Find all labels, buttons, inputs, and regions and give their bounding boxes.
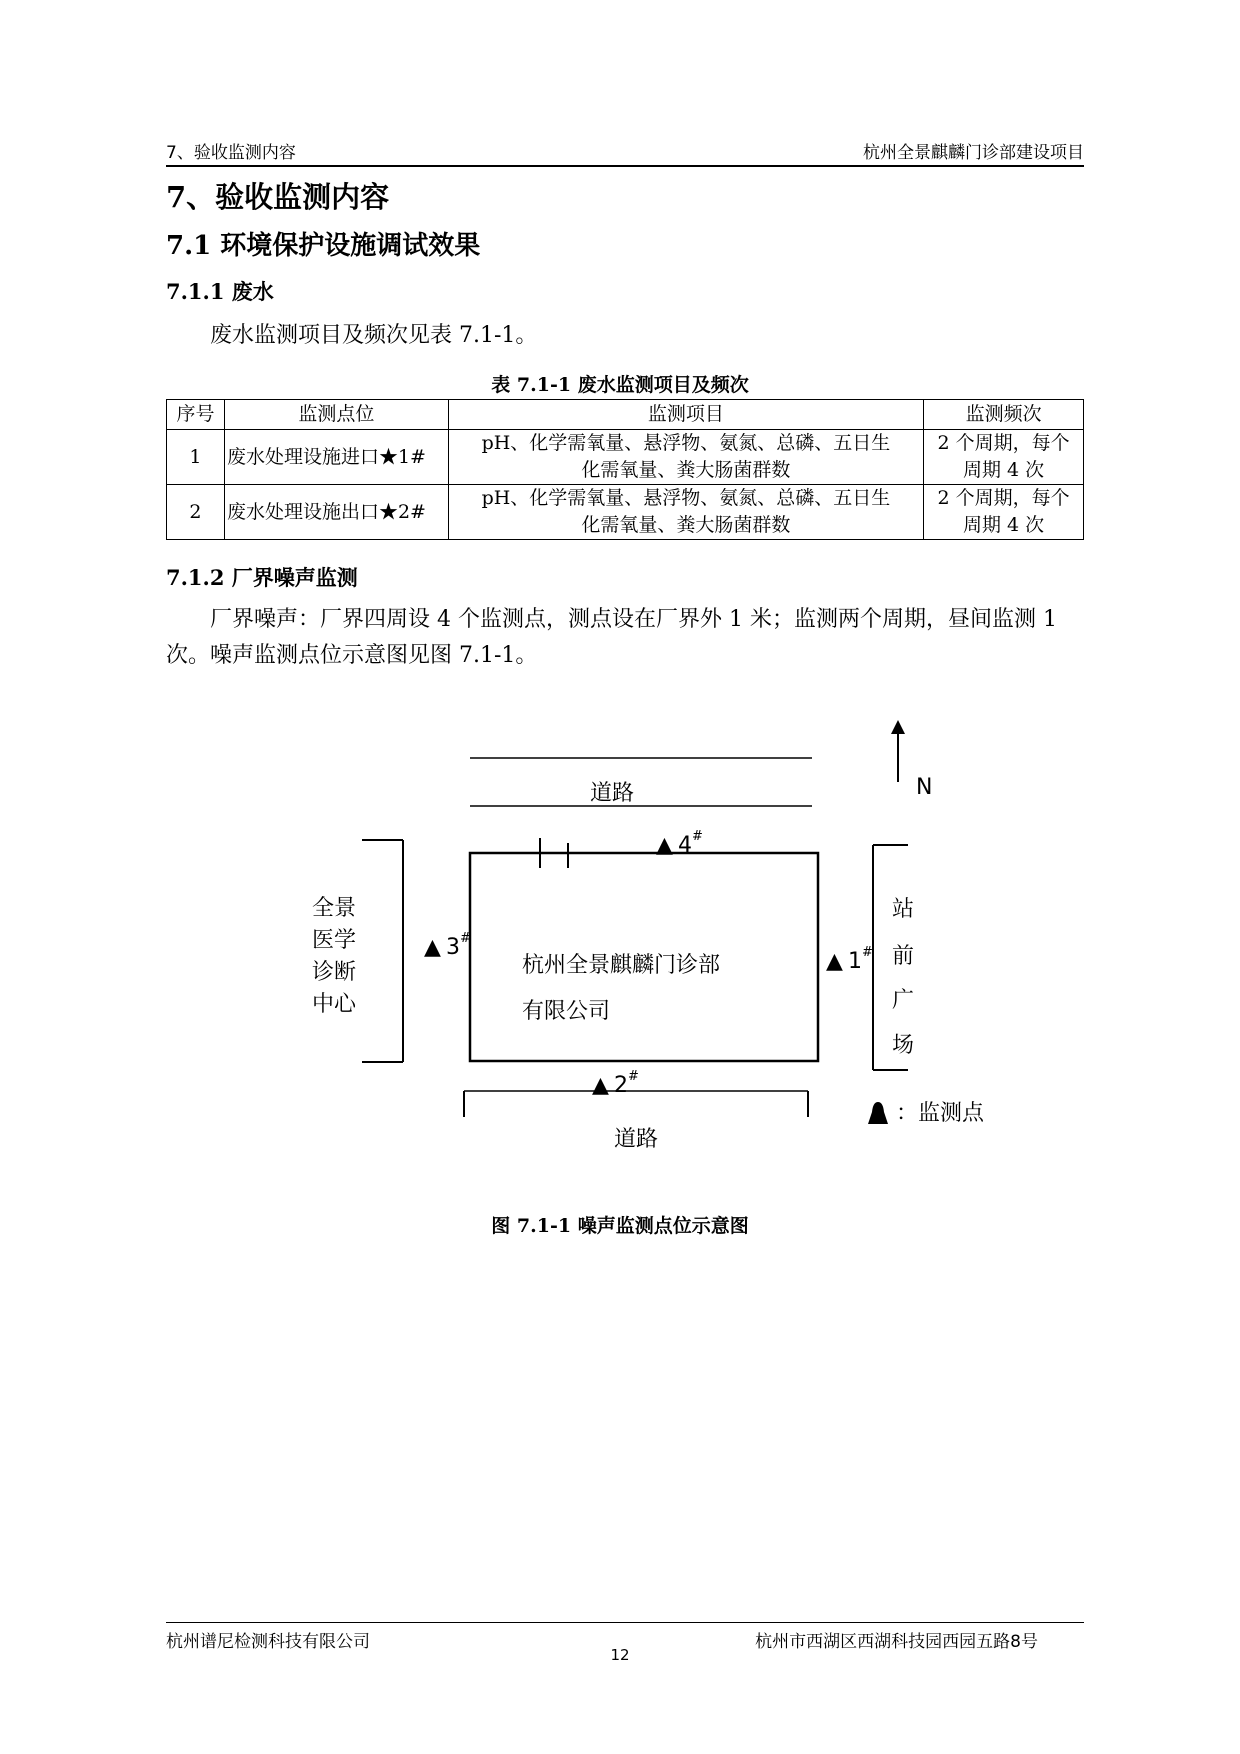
road-top-label: 道路 bbox=[590, 781, 635, 806]
table-header-cell: 监测项目 bbox=[448, 400, 923, 430]
header-rule bbox=[166, 165, 1084, 167]
items-line: pH、化学需氧量、悬浮物、氨氮、总磷、五日生 bbox=[481, 487, 891, 509]
point-3-sup: # bbox=[460, 931, 471, 946]
west-label-line: 医学 bbox=[312, 928, 357, 953]
east-label-line: 站 bbox=[892, 897, 915, 922]
noise-monitoring-map bbox=[0, 700, 1240, 1180]
point-4-mark: ▲ bbox=[656, 833, 673, 858]
table-header-row bbox=[167, 400, 1084, 430]
road-bottom-label: 道路 bbox=[614, 1127, 659, 1152]
monitoring-items bbox=[448, 430, 923, 485]
figure-caption: 图 7.1-1 噪声监测点位示意图 bbox=[491, 1215, 749, 1237]
items-line: 化需氧量、粪大肠菌群数 bbox=[581, 514, 791, 536]
section-title: 7、验收监测内容 bbox=[166, 180, 390, 214]
point-2-sup: # bbox=[628, 1069, 639, 1084]
row-number: 1 bbox=[167, 430, 225, 485]
point-4-number: 4 bbox=[678, 833, 692, 858]
monitoring-point-2 bbox=[592, 1069, 639, 1098]
monitoring-items bbox=[448, 485, 923, 540]
row-number: 2 bbox=[167, 485, 225, 540]
freq-line: 周期 4 次 bbox=[962, 514, 1045, 536]
east-label-line: 场 bbox=[892, 1033, 915, 1058]
point-2-mark: ▲ bbox=[592, 1073, 609, 1098]
subsection-title: 7.1 环境保护设施调试效果 bbox=[166, 231, 481, 261]
wastewater-intro: 废水监测项目及频次见表 7.1-1。 bbox=[210, 323, 538, 348]
west-bracket bbox=[362, 840, 403, 1062]
west-label-line: 中心 bbox=[312, 992, 357, 1017]
east-label-line: 前 bbox=[892, 944, 915, 969]
monitoring-point-3 bbox=[424, 931, 471, 960]
table-caption: 表 7.1-1 废水监测项目及频次 bbox=[491, 374, 749, 396]
point-1-number: 1 bbox=[848, 949, 862, 974]
page-number: 12 bbox=[610, 1646, 630, 1664]
table-header-cell: 序号 bbox=[167, 400, 225, 430]
table-header-cell: 监测点位 bbox=[224, 400, 448, 430]
table-row bbox=[167, 485, 1084, 540]
company-label-line: 有限公司 bbox=[522, 999, 611, 1024]
monitoring-frequency bbox=[924, 485, 1084, 540]
items-line: pH、化学需氧量、悬浮物、氨氮、总磷、五日生 bbox=[481, 432, 891, 454]
point-4-sup: # bbox=[692, 829, 703, 844]
north-label: N bbox=[916, 775, 933, 800]
freq-line: 2 个周期，每个 bbox=[937, 487, 1070, 509]
point-3-number: 3 bbox=[446, 935, 460, 960]
items-line: 化需氧量、粪大肠菌群数 bbox=[581, 459, 791, 481]
legend-label: ：监测点 bbox=[896, 1101, 985, 1126]
point-2-number: 2 bbox=[614, 1073, 628, 1098]
table-header-cell: 监测频次 bbox=[924, 400, 1084, 430]
company-label-line: 杭州全景麒麟门诊部 bbox=[522, 953, 721, 978]
wastewater-heading: 7.1.1 废水 bbox=[166, 279, 274, 304]
bottom-road bbox=[464, 1091, 808, 1117]
freq-line: 周期 4 次 bbox=[962, 459, 1045, 481]
header-left: 7、验收监测内容 bbox=[166, 143, 296, 163]
footer-left: 杭州谱尼检测科技有限公司 bbox=[166, 1632, 370, 1652]
monitoring-frequency bbox=[924, 430, 1084, 485]
west-label-line: 全景 bbox=[312, 896, 357, 921]
legend-marker-icon bbox=[868, 1102, 888, 1124]
noise-heading: 7.1.2 厂界噪声监测 bbox=[166, 565, 358, 590]
point-1-mark: ▲ bbox=[826, 949, 843, 974]
east-label-line: 广 bbox=[892, 988, 915, 1013]
noise-intro: 厂界噪声：厂界四周设 4 个监测点，测点设在厂界外 1 米；监测两个周期，昼间监测 1 次。噪声监测点位示意图见图 7.1-1。 bbox=[166, 607, 1057, 668]
header-right: 杭州全景麒麟门诊部建设项目 bbox=[863, 143, 1084, 163]
footer-rule bbox=[166, 1622, 1084, 1623]
point-1-sup: # bbox=[862, 945, 873, 960]
north-arrow-icon bbox=[891, 720, 905, 782]
monitoring-point: 废水处理设施进口★1# bbox=[224, 430, 448, 485]
freq-line: 2 个周期，每个 bbox=[937, 432, 1070, 454]
table-row bbox=[167, 430, 1084, 485]
wastewater-table bbox=[166, 399, 1084, 540]
point-3-mark: ▲ bbox=[424, 935, 441, 960]
monitoring-point-1 bbox=[826, 945, 873, 974]
west-label-line: 诊断 bbox=[312, 960, 357, 985]
monitoring-point: 废水处理设施出口★2# bbox=[224, 485, 448, 540]
footer-right: 杭州市西湖区西湖科技园西园五路8号 bbox=[755, 1632, 1038, 1652]
